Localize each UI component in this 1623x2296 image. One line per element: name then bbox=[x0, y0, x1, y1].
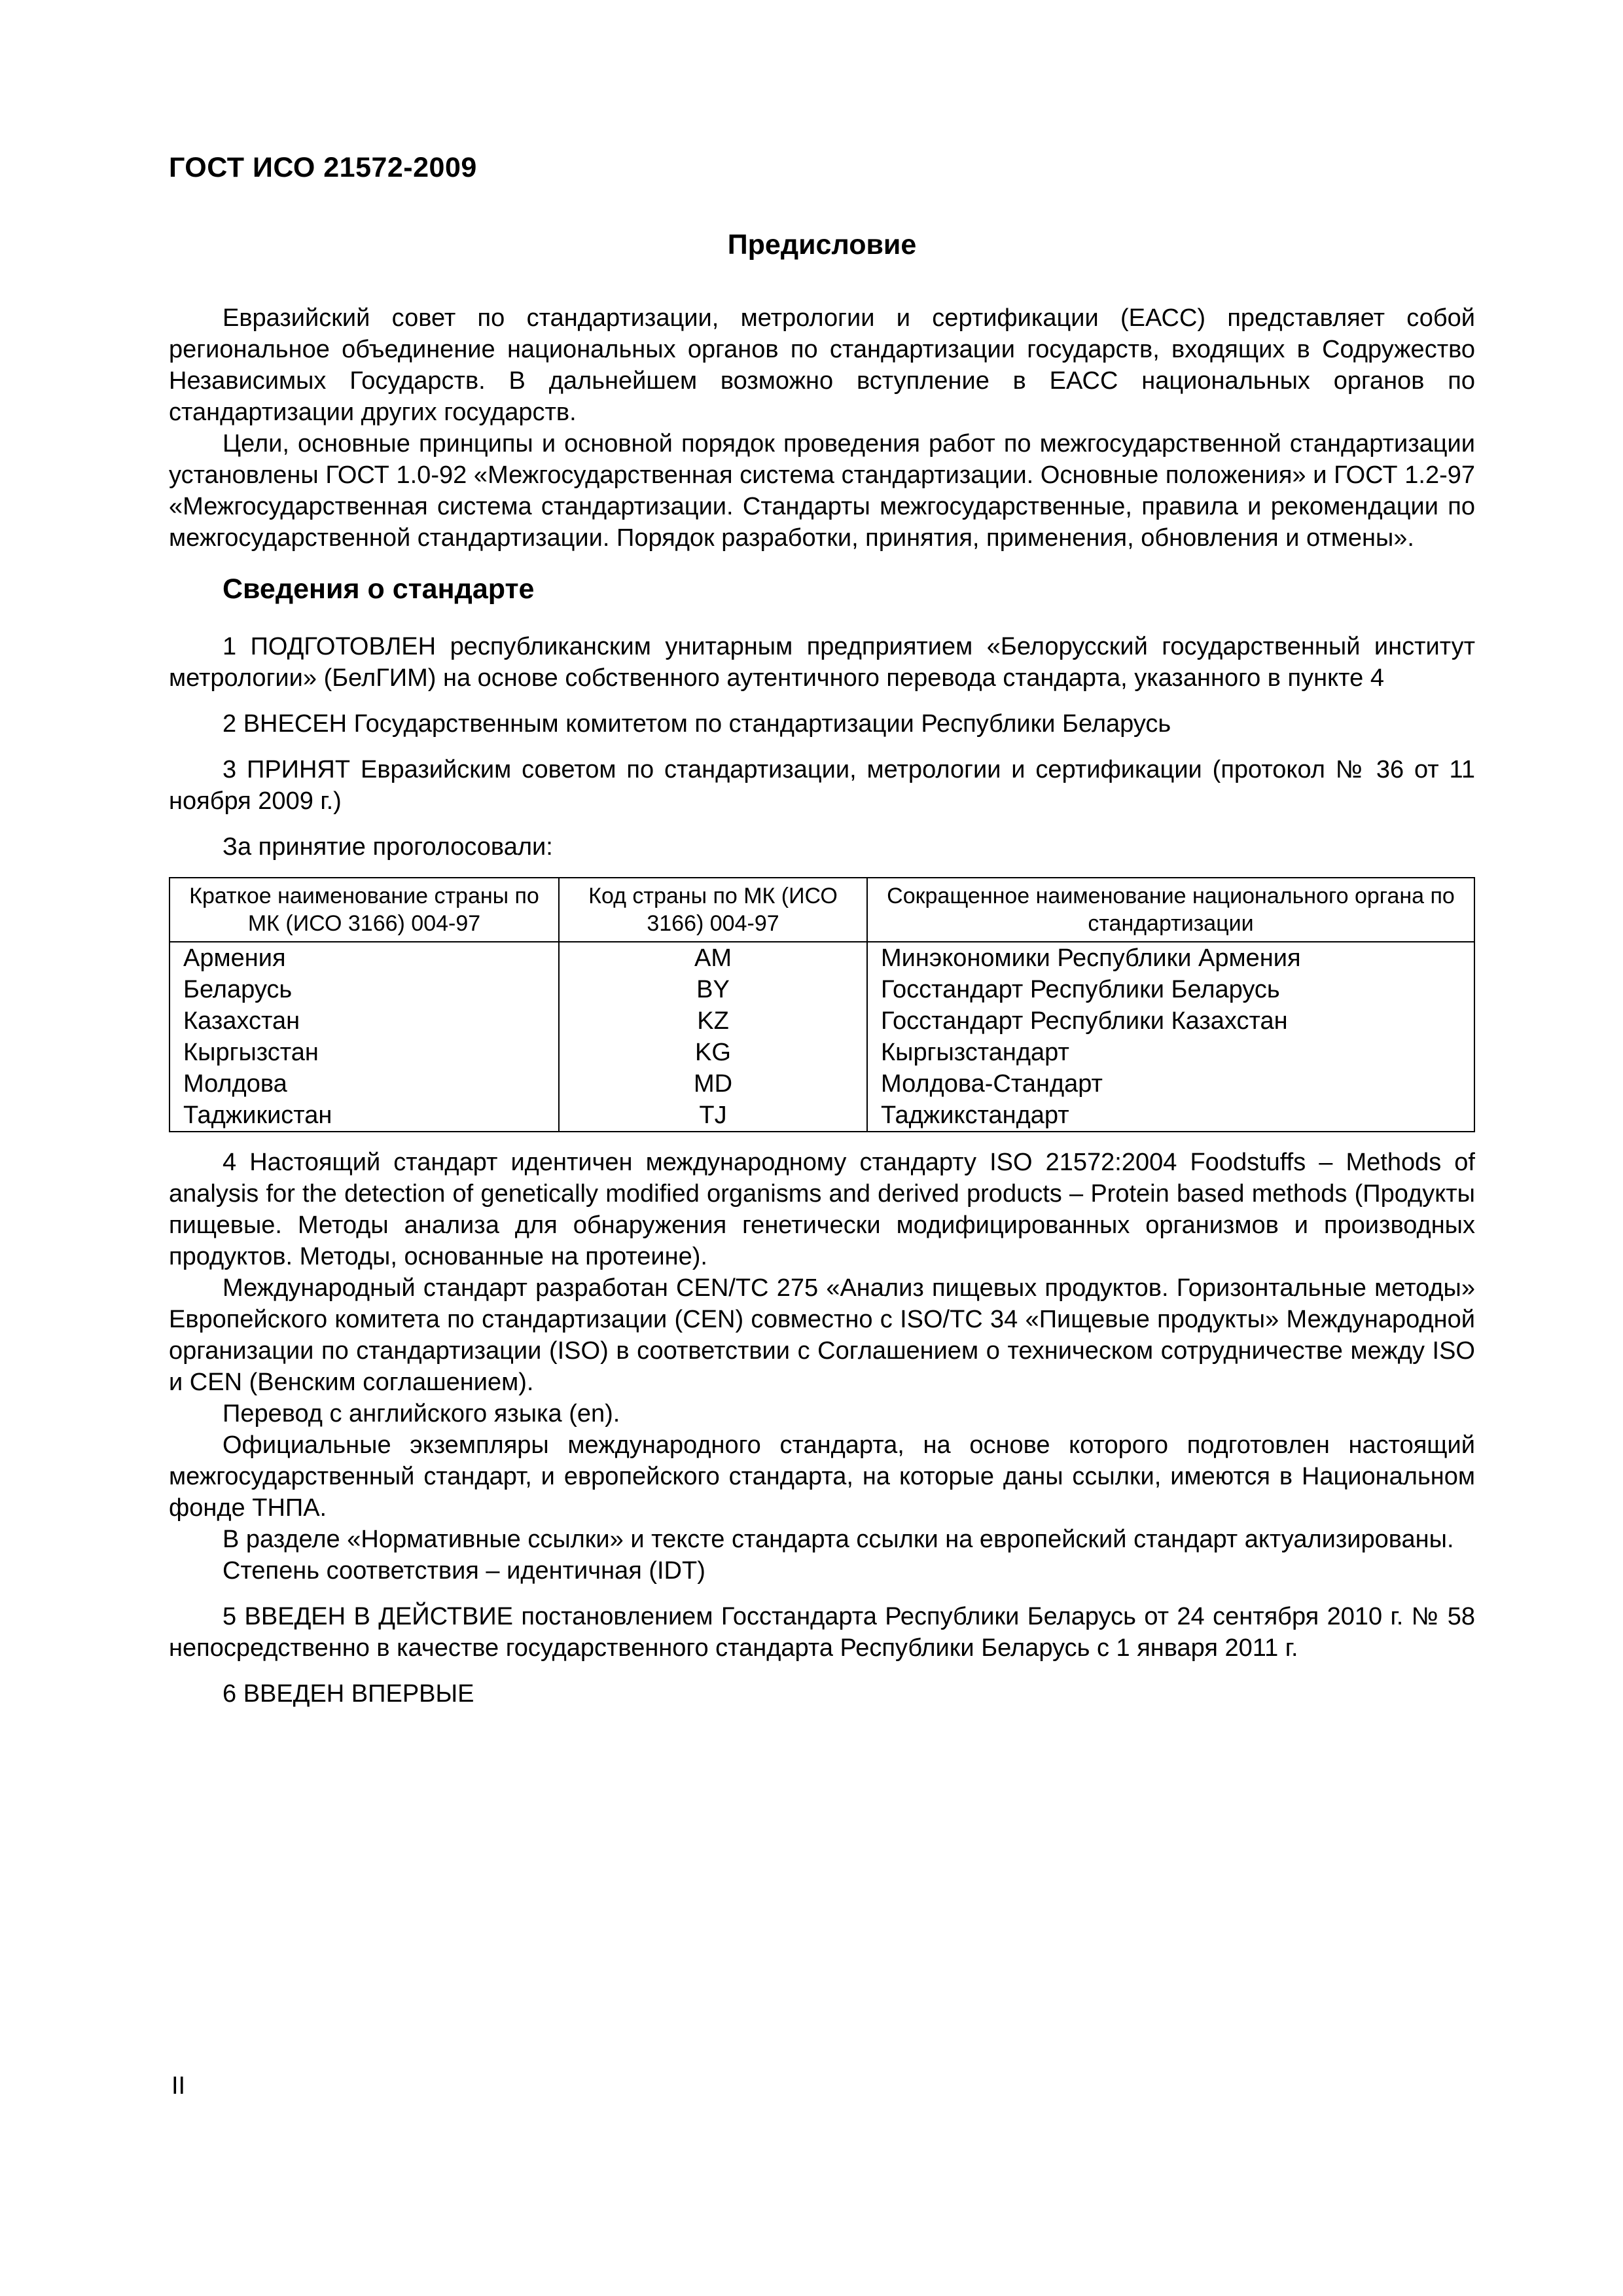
table-row bbox=[169, 974, 1474, 1005]
page-number: II bbox=[171, 2072, 186, 2100]
preface-title: Предисловие bbox=[727, 229, 917, 260]
country-code-cell: MD bbox=[559, 1068, 867, 1100]
table-row bbox=[169, 1037, 1474, 1068]
info-item-4-paragraph: В разделе «Нормативные ссылки» и тексте стандарта ссылки на европейский стандарт актуализированы. bbox=[223, 1526, 1454, 1553]
table-header-country: Краткое наименование страны по МК (ИСО 3166) 004-97 bbox=[169, 878, 559, 942]
country-cell: Таджикистан bbox=[169, 1100, 559, 1132]
info-item-2: 2 ВНЕСЕН Государственным комитетом по стандартизации Республики Беларусь bbox=[223, 710, 1171, 738]
preface-paragraph: Евразийский совет по стандартизации, метрологии и сертификации (ЕАСС) представляет собой региональное объединение национальных органов по стандартизации государств, входящих в Содружество Независимых Государств. В дальнейшем возможно вступление в ЕАСС национальных органов по стандартизации других государств. bbox=[169, 304, 1475, 426]
info-item-3: 3 ПРИНЯТ Евразийским советом по стандартизации, метрологии и сертификации (протокол № 36 от 11 ноября 2009 г.) bbox=[169, 756, 1475, 815]
document-code-header: ГОСТ ИСО 21572-2009 bbox=[169, 152, 477, 183]
vote-intro: За принятие проголосовали: bbox=[223, 833, 553, 861]
standards-body-cell: Госстандарт Республики Беларусь bbox=[867, 974, 1474, 1005]
info-item-4-paragraph: Международный стандарт разработан CEN/TC 275 «Анализ пищевых продуктов. Горизонтальные методы» Европейского комитета по стандартизации (CEN) совместно с ISO/TC 34 «Пищевые продукты» Международной организации по стандартизации (ISO) в соответствии с Соглашением о техническом сотрудничестве между ISO и CEN (Венским соглашением). bbox=[169, 1274, 1475, 1396]
info-item-4-paragraph: Перевод с английского языка (en). bbox=[223, 1400, 620, 1427]
country-cell: Кыргызстан bbox=[169, 1037, 559, 1068]
table-header-row bbox=[169, 878, 1474, 942]
table-row bbox=[169, 1068, 1474, 1100]
info-item-4-paragraph: Степень соответствия – идентичная (IDT) bbox=[223, 1557, 705, 1585]
table-header-body: Сокращенное наименование национального органа по стандартизации bbox=[867, 878, 1474, 942]
standards-body-cell: Молдова-Стандарт bbox=[867, 1068, 1474, 1100]
standards-body-cell: Кыргызстандарт bbox=[867, 1037, 1474, 1068]
document-body bbox=[169, 225, 1475, 1710]
country-cell: Беларусь bbox=[169, 974, 559, 1005]
standards-body-cell: Таджикстандарт bbox=[867, 1100, 1474, 1132]
country-cell: Молдова bbox=[169, 1068, 559, 1100]
preface-paragraph: Цели, основные принципы и основной порядок проведения работ по межгосударственной стандартизации установлены ГОСТ 1.0-92 «Межгосударственная система стандартизации. Основные положения» и ГОСТ 1.2-97 «Межгосударственная система стандартизации. Стандарты межгосударственные, правила и рекомендации по межгосударственной стандартизации. Порядок разработки, принятия, применения, обновления и отмены». bbox=[169, 430, 1475, 552]
info-item-6: 6 ВВЕДЕН ВПЕРВЫЕ bbox=[223, 1680, 474, 1708]
table-row bbox=[169, 1100, 1474, 1132]
country-code-cell: TJ bbox=[559, 1100, 867, 1132]
country-cell: Армения bbox=[169, 942, 559, 974]
info-item-1: 1 ПОДГОТОВЛЕН республиканским унитарным предприятием «Белорусский государственный институт метрологии» (БелГИМ) на основе собственного аутентичного перевода стандарта, указанного в пункте 4 bbox=[169, 633, 1475, 692]
country-code-cell: KG bbox=[559, 1037, 867, 1068]
table-row bbox=[169, 942, 1474, 974]
info-item-4-paragraph: Официальные экземпляры международного стандарта, на основе которого подготовлен настоящий межгосударственный стандарт, и европейского стандарта, на которые даны ссылки, имеются в Национальном фонде ТНПА. bbox=[169, 1431, 1475, 1522]
table-header-code: Код страны по МК (ИСО 3166) 004-97 bbox=[559, 878, 867, 942]
table-row bbox=[169, 1005, 1474, 1037]
country-code-cell: BY bbox=[559, 974, 867, 1005]
country-cell: Казахстан bbox=[169, 1005, 559, 1037]
standards-body-cell: Госстандарт Республики Казахстан bbox=[867, 1005, 1474, 1037]
info-item-5: 5 ВВЕДЕН В ДЕЙСТВИЕ постановлением Госстандарта Республики Беларусь от 24 сентября 2010 г. № 58 непосредственно в качестве государственного стандарта Республики Беларусь с 1 января 2011 г. bbox=[169, 1603, 1475, 1662]
country-code-cell: AM bbox=[559, 942, 867, 974]
standard-info-title: Сведения о стандарте bbox=[223, 573, 535, 605]
country-code-cell: KZ bbox=[559, 1005, 867, 1037]
info-item-4: 4 Настоящий стандарт идентичен международному стандарту ISO 21572:2004 Foodstuffs – Methods of analysis for the detection of genetically modified organisms and derived products – Protein based methods (Продукты пищевые. Методы анализа для обнаружения генетически модифицированных организмов и производных продуктов. Методы, основанные на протеине). bbox=[169, 1149, 1475, 1270]
standards-body-cell: Минэкономики Республики Армения bbox=[867, 942, 1474, 974]
voting-countries-table bbox=[169, 877, 1475, 1132]
